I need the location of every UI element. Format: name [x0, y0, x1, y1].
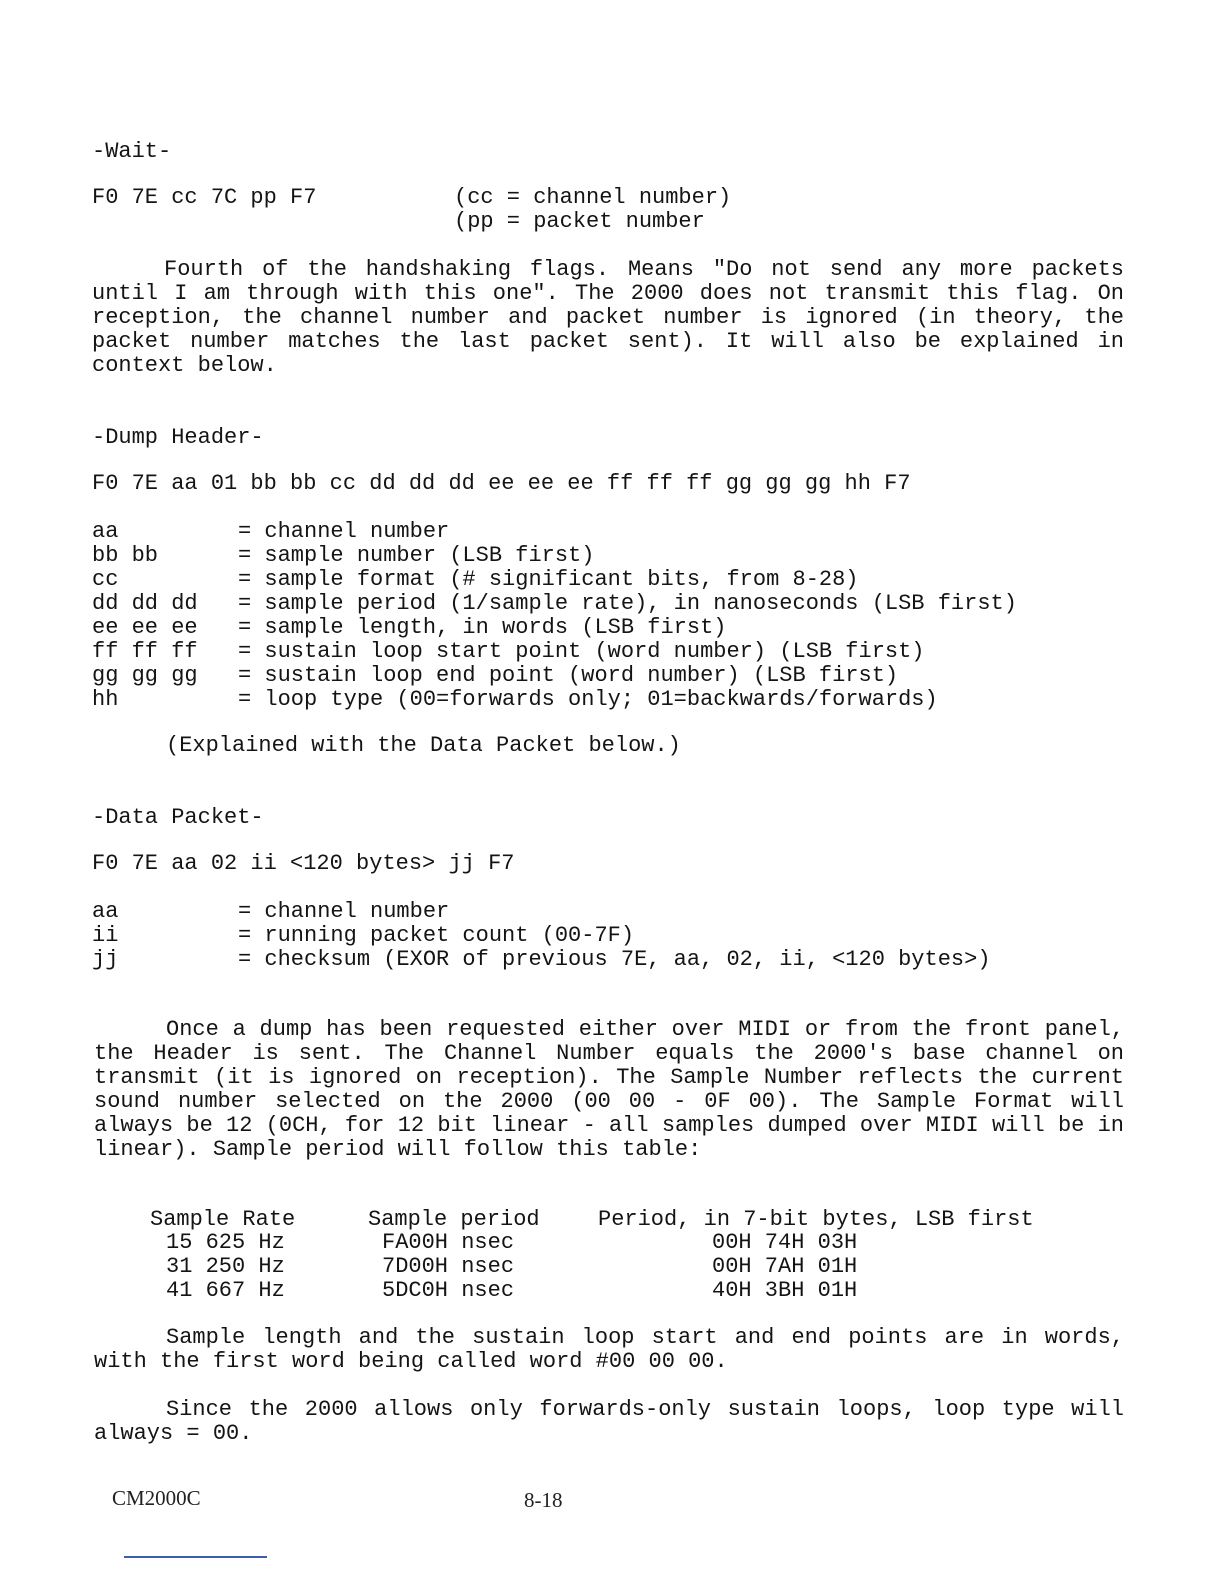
table-header-cell: Period, in 7-bit bytes, LSB first: [598, 1207, 1034, 1232]
document-id: CM2000C: [112, 1486, 201, 1510]
explanation-paragraph: Once a dump has been requested either over MIDI or from the front panel, the Header is sent. The Channel Number equals the 2000's base channel on transmit (it is ignored on reception). The Sample Number reflects the current sound number selected on the 2000 (00 00 - 0F 00). The Sample Format will always be 12 (0CH, for 12 bit linear - all samples dumped over MIDI will be in linear). Sample period will follow this table:: [94, 1017, 1124, 1162]
dump-header-message: F0 7E aa 01 bb bb cc dd dd dd ee ee ee ff ff ff gg gg gg hh F7: [92, 471, 911, 496]
wait-description: Fourth of the handshaking flags. Means "Do not send any more packets until I am through with this one". The 2000 does not transmit this flag. On reception, the channel number and packet number is ignored (in theory, the packet number matches the last packet sent). It will also be explained in context below.: [92, 257, 1124, 378]
table-header-cell: Sample Rate: [150, 1207, 296, 1232]
wait-heading: -Wait-: [92, 139, 172, 164]
wait-note-channel: (cc = channel number): [454, 185, 732, 210]
dump-header-note: (Explained with the Data Packet below.): [166, 733, 681, 758]
dump-header-heading: -Dump Header-: [92, 425, 264, 450]
loop-type-paragraph: Since the 2000 allows only forwards-only sustain loops, loop type will always = 00.: [94, 1397, 1124, 1446]
data-packet-message: F0 7E aa 02 ii <120 bytes> jj F7: [92, 851, 515, 876]
table-row: 41 667 Hz 5DC0H nsec 40H 3BH 01H: [166, 1278, 858, 1303]
table-row: 31 250 Hz 7D00H nsec 00H 7AH 01H: [166, 1254, 858, 1279]
table-header-cell: Sample period: [368, 1207, 540, 1232]
wait-message: F0 7E cc 7C pp F7: [92, 185, 317, 210]
data-packet-heading: -Data Packet-: [92, 805, 264, 830]
sample-length-paragraph: Sample length and the sustain loop start and end points are in words, with the first word being called word #00 00 00.: [94, 1325, 1124, 1374]
table-row: 15 625 Hz FA00H nsec 00H 74H 03H: [166, 1230, 858, 1255]
page-number: 8-18: [524, 1488, 563, 1512]
wait-note-packet: (pp = packet number: [454, 209, 705, 234]
footer-rule: [124, 1556, 267, 1558]
